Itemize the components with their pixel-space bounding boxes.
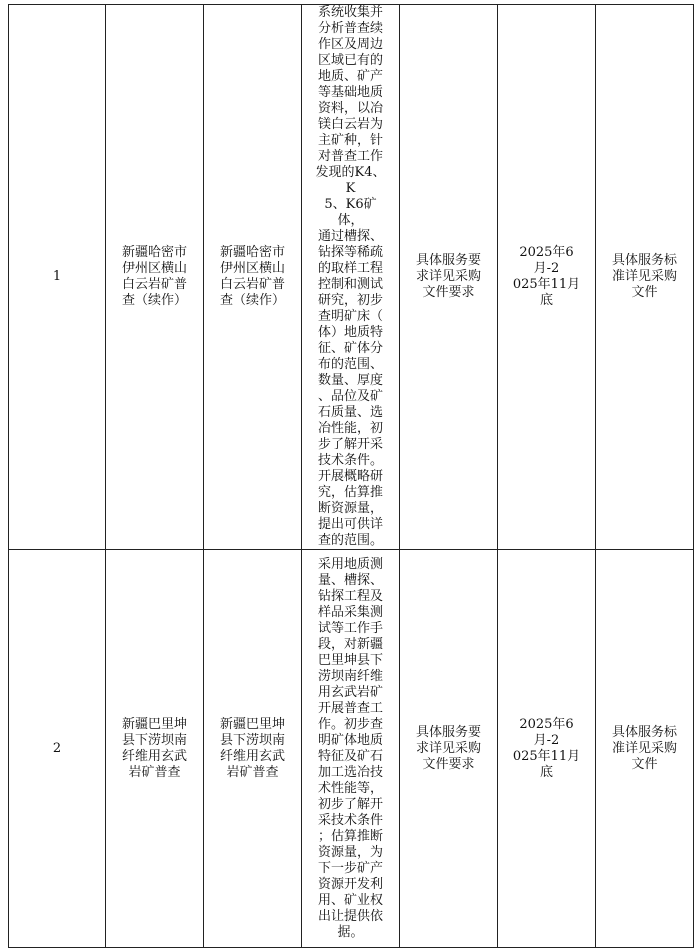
period-cell (498, 550, 596, 948)
requirement-cell (400, 5, 498, 550)
project-description: 系统收集并 分析普查续 作区及周边 区域已有的 地质、矿产 等基础地质 资料，以冶 镁白云岩为 主矿种，针 对普查工作 发现的K4、K 5、K6矿体， 通过槽探、 钻探等稀疏 的取样工程 控制和测试 研究，初步 查明矿床（ 体）地质特 征、矿体分 布的范围、 数量、厚度 、品位及矿 石质量、选 冶性能，初 步了解开采 技术条件。 开展概略研 究，估算推 断资源量， 提出可供详 查的范围。 (315, 5, 386, 548)
project-name: 新疆哈密市 伊州区横山 白云岩矿普 查（续作） (121, 245, 187, 308)
target-name: 新疆哈密市 伊州区横山 白云岩矿普 查（续作） (219, 245, 285, 308)
table-row (9, 5, 694, 550)
row-index-cell (9, 5, 106, 550)
project-name-cell (106, 550, 204, 948)
standard-cell (596, 5, 694, 550)
service-period: 2025年6月-2 025年11月底 (512, 716, 581, 780)
period-cell (498, 5, 596, 550)
requirement-cell (400, 550, 498, 948)
procurement-table (8, 4, 694, 948)
target-name-cell (204, 5, 302, 550)
target-name: 新疆巴里坤 县下涝坝南 纤维用玄武 岩矿普查 (219, 716, 285, 780)
row-index: 1 (52, 269, 62, 284)
standard-cell (596, 550, 694, 948)
service-standard: 具体服务标 准详见采购 文件 (611, 253, 677, 300)
service-requirement: 具体服务要 求详见采购 文件要求 (415, 724, 481, 772)
row-index-cell (9, 550, 106, 948)
row-index: 2 (52, 740, 62, 756)
service-period: 2025年6月-2 025年11月底 (512, 245, 581, 308)
project-name-cell (106, 5, 204, 550)
table-row (9, 550, 694, 948)
project-description: 采用地质测 量、槽探、 钻探工程及 样品采集测 试等工作手 段，对新疆 巴里坤县下 涝坝南纤维 用玄武岩矿 开展普查工 作。初步查 明矿体地质 特征及矿石 加工选冶技 术性能等， 初步了解开 采技术条件 ；估算推断 资源量，为 下一步矿产 资源开发利 用、矿业权 出让提供依 据。 (317, 556, 383, 940)
description-cell (302, 5, 400, 550)
project-name: 新疆巴里坤 县下涝坝南 纤维用玄武 岩矿普查 (121, 716, 187, 780)
service-requirement: 具体服务要 求详见采购 文件要求 (415, 253, 481, 300)
target-name-cell (204, 550, 302, 948)
service-standard: 具体服务标 准详见采购 文件 (611, 724, 677, 772)
description-cell (302, 550, 400, 948)
